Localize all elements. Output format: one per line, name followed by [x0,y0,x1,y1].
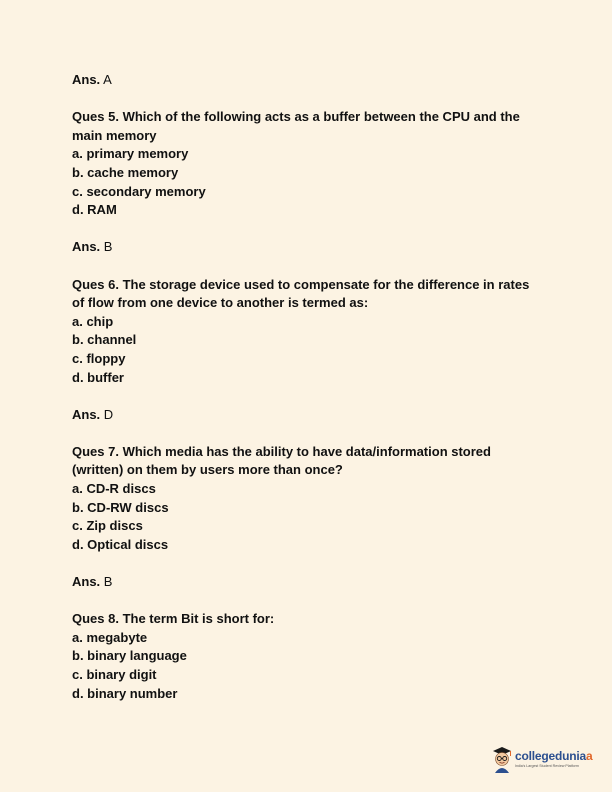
option-c: c. binary digit [72,667,157,682]
option-d: d. Optical discs [72,536,169,552]
option-a: a. megabyte [72,629,148,645]
question-text: Ques 6. The storage device used to compensate for the difference in rates of flow from one device to another is termed as: [72,276,530,311]
logo-text [515,750,592,769]
options-list [72,145,542,219]
question-page [72,71,542,722]
option-d: d. RAM [72,202,117,218]
option-c: c. Zip discs [72,518,143,534]
option-b: b. cache memory [72,164,179,180]
answer-q6 [72,406,542,425]
answer-value: B [103,239,113,255]
question-text: Ques 7. Which media has the ability to have data/information stored (written) on them by users more than once? [72,443,491,478]
options-list [72,480,542,554]
option-a: a. CD-R discs [72,481,156,497]
answer-label: Ans. [72,239,101,255]
option-b: b. binary language [72,648,187,664]
question-text: Ques 8. The term Bit is short for: [72,611,275,627]
option-b: b. channel [72,332,137,348]
option-c: c. floppy [72,350,126,366]
answer-q4 [72,71,542,90]
collegedunia-logo [491,742,595,776]
answer-value: B [103,574,113,590]
question-6 [72,276,542,388]
answer-value: A [103,72,112,87]
answer-label: Ans. [72,406,101,422]
question-8 [72,610,542,703]
logo-tagline: India's Largest Student Review Platform [515,763,579,768]
options-list [72,629,542,703]
question-7 [72,443,542,555]
question-5 [72,108,542,220]
option-b: b. CD-RW discs [72,499,169,515]
options-list [72,313,542,387]
option-c: c. secondary memory [72,183,206,199]
option-d: d. binary number [72,685,178,701]
question-text: Ques 5. Which of the following acts as a buffer between the CPU and the main memory [72,109,520,143]
answer-q5 [72,238,542,257]
answer-label: Ans. [72,72,101,87]
answer-q7 [72,573,542,592]
logo-name: collegeduniaa [515,748,593,763]
graduate-mascot-icon [491,744,513,774]
answer-value: D [103,406,114,422]
answer-label: Ans. [72,574,101,590]
option-a: a. chip [72,313,114,329]
option-d: d. buffer [72,369,124,385]
option-a: a. primary memory [72,146,189,162]
